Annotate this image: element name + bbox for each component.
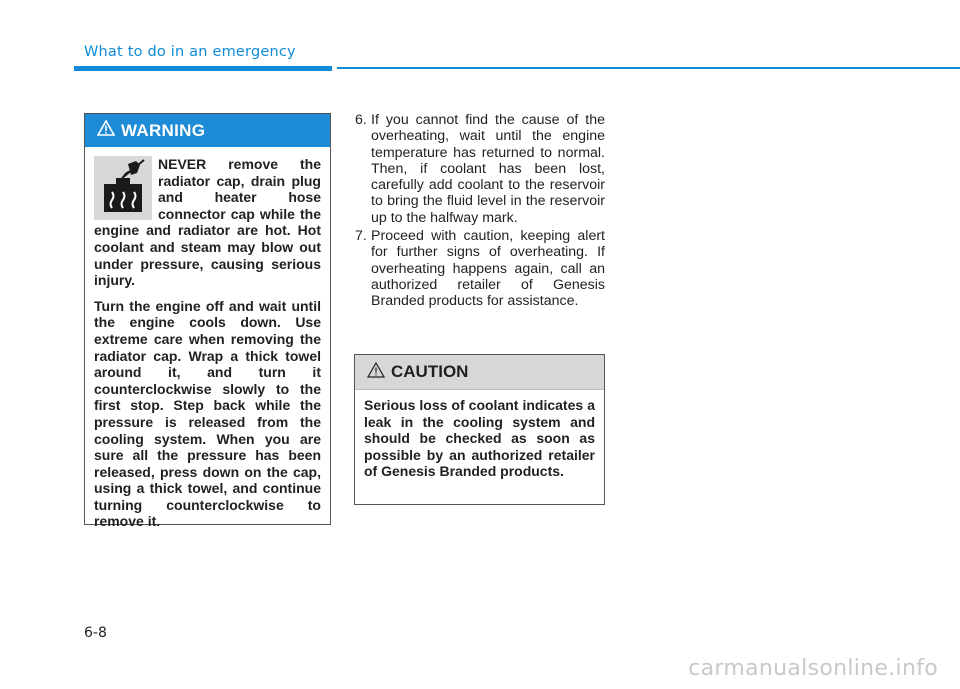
section-title: What to do in an emergency <box>84 44 296 60</box>
step-text: If you cannot find the cause of the overheating, wait until the engine temperature has returned to normal. Then, if coolant has been lost, carefully add coolant to the reservoir to bring the fluid level in the reservoir up to the halfway mark. <box>371 112 605 226</box>
step-number: 7. <box>355 228 367 245</box>
caution-triangle-icon <box>367 362 385 383</box>
caution-text: Serious loss of coolant indicates a leak in the cooling system and should be checked as soon as possible by an authorized retailer of Genesis Branded products. <box>364 397 595 480</box>
steps-list <box>355 112 605 312</box>
list-item <box>355 112 605 226</box>
watermark: carmanualsonline.info <box>688 656 938 681</box>
warning-triangle-icon <box>97 120 115 141</box>
radiator-hot-icon <box>94 156 152 220</box>
warning-header <box>85 114 330 147</box>
warning-label: WARNING <box>121 120 206 140</box>
warning-paragraph-1: NEVER remove the radiator cap, drain plug and heater hose connector cap while the engine and radiator are hot. Hot coolant and steam may blow out under pressure, causing serious injury. <box>94 156 321 289</box>
caution-label: CAUTION <box>391 362 469 381</box>
step-text: Proceed with caution, keeping alert for further signs of overheating. If overheating happens again, call an authorized retailer of Genesis Branded products for assistance. <box>371 228 605 310</box>
caution-box <box>354 354 605 505</box>
step-number: 6. <box>355 112 367 128</box>
section-rule-thick <box>74 66 332 71</box>
page-number: 6-8 <box>84 625 107 641</box>
caution-header <box>355 355 604 390</box>
warning-box <box>84 113 331 530</box>
list-item <box>355 228 605 309</box>
section-rule-thin <box>337 67 960 69</box>
warning-paragraph-2: Turn the engine off and wait until the engine cools down. Use extreme care when removing the radiator cap. Wrap a thick towel around it, and turn it counterclockwise slowly to the first stop. Step back while the pressure is released from the cooling system. When you are sure all the pressure has been released, press down on the cap, using a thick towel, and continue turning counterclockwise to remove it. <box>94 297 321 530</box>
warning-body <box>85 147 330 530</box>
